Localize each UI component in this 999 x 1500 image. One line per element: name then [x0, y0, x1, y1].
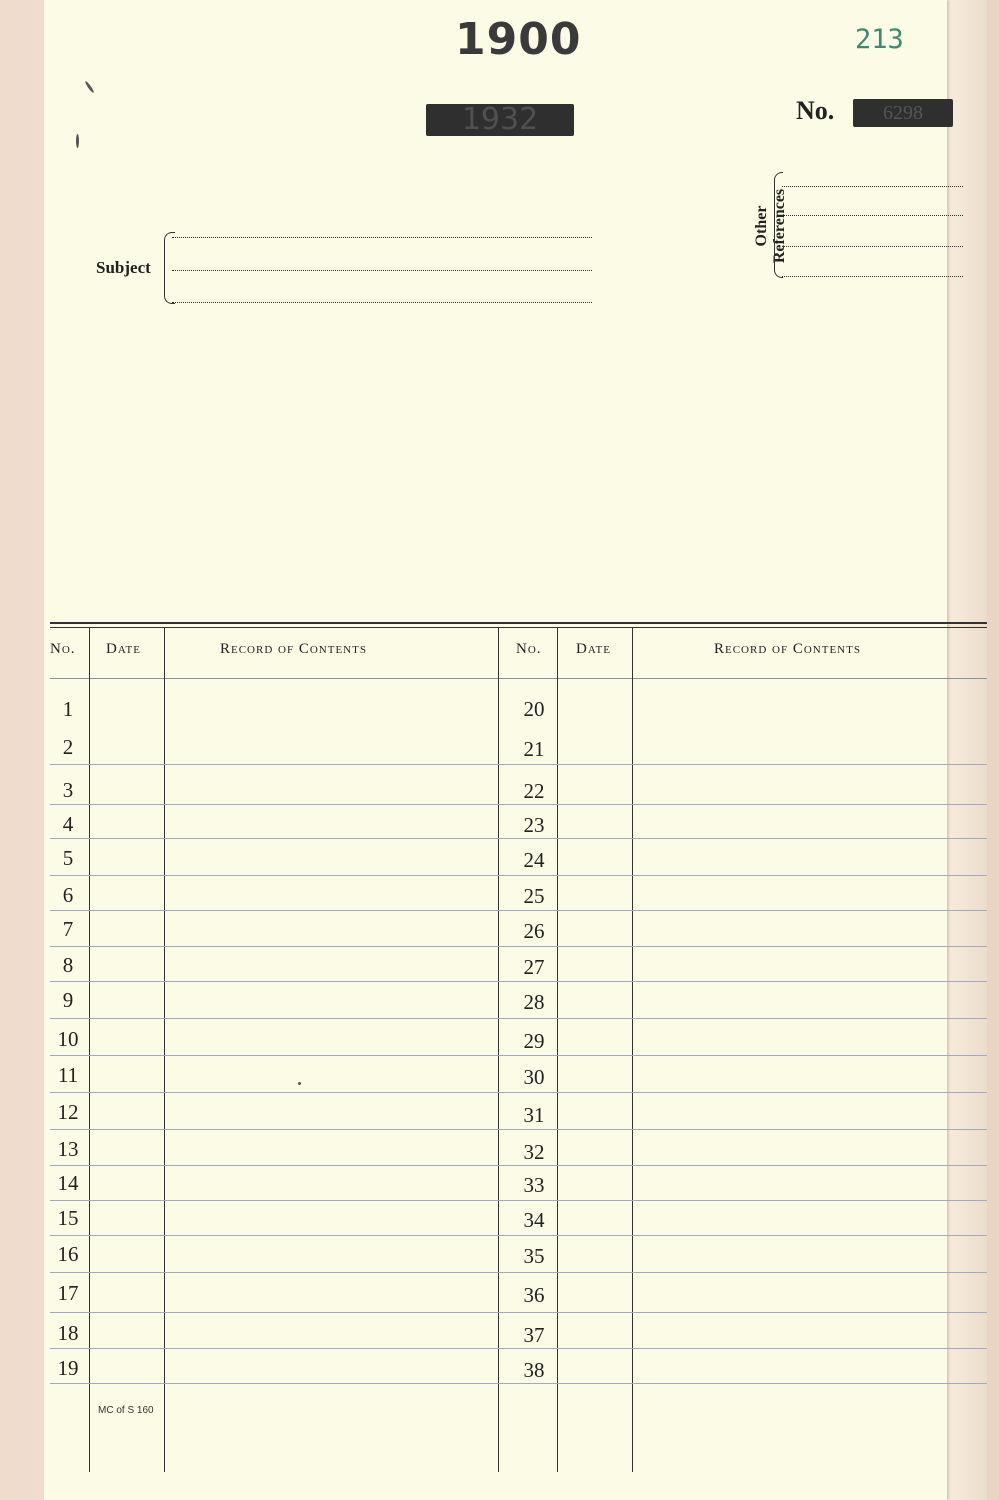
row-number-left: 16 — [57, 1242, 79, 1266]
other-references-label: Other References — [753, 188, 788, 264]
header-date-right: Date — [576, 641, 611, 657]
subject-label: Subject — [96, 258, 151, 277]
row-number-right: 21 — [523, 737, 545, 761]
row-number-left: 5 — [62, 846, 74, 870]
row-number-right: 33 — [523, 1173, 545, 1197]
row-rule — [50, 1272, 987, 1273]
reference-line-1[interactable] — [782, 186, 963, 187]
subject-bracket — [164, 232, 175, 304]
form-code: MC of S 160 — [98, 1405, 154, 1416]
row-number-right: 36 — [523, 1283, 545, 1307]
row-rule — [50, 1165, 987, 1166]
year-stamp-text: 1932 — [461, 102, 539, 137]
reference-line-3[interactable] — [782, 246, 963, 247]
row-rule — [50, 804, 987, 805]
row-number-left: 11 — [57, 1063, 79, 1087]
header-contents-left: Record of Contents — [220, 641, 367, 657]
file-jacket-page — [44, 0, 947, 1500]
row-number-right: 37 — [523, 1323, 545, 1347]
row-rule — [50, 838, 987, 839]
row-number-right: 34 — [523, 1208, 545, 1232]
row-rule — [50, 1383, 987, 1384]
row-rule — [50, 1092, 987, 1093]
row-rule — [50, 1200, 987, 1201]
row-number-right: 31 — [523, 1103, 545, 1127]
row-rule — [50, 1235, 987, 1236]
references-bracket — [774, 172, 783, 278]
row-number-left: 15 — [57, 1206, 79, 1230]
row-number-right: 27 — [523, 955, 545, 979]
reference-line-2[interactable] — [782, 215, 963, 216]
row-rule — [50, 1018, 987, 1019]
year-stamp — [426, 104, 574, 136]
row-number-left: 4 — [62, 812, 74, 836]
paper-speck — [298, 1082, 301, 1085]
row-number-right: 30 — [523, 1065, 545, 1089]
row-number-left: 13 — [57, 1137, 79, 1161]
row-number-right: 25 — [523, 884, 545, 908]
row-number-left: 3 — [62, 778, 74, 802]
number-label: No. — [796, 96, 835, 125]
row-rule — [50, 764, 987, 765]
row-number-right: 26 — [523, 919, 545, 943]
file-number-text: 6298 — [883, 102, 923, 124]
row-number-left: 18 — [57, 1321, 79, 1345]
ledger-top-rule-thin — [50, 627, 987, 628]
row-number-right: 38 — [523, 1358, 545, 1382]
subject-line-1[interactable] — [172, 237, 592, 238]
column-divider-center — [498, 628, 499, 1472]
year-heading: 1900 — [455, 14, 582, 65]
file-number-stamp — [853, 99, 953, 127]
page-number: 213 — [855, 24, 904, 55]
sheet-edge — [947, 0, 987, 1500]
row-number-right: 35 — [523, 1244, 545, 1268]
header-contents-right: Record of Contents — [714, 641, 861, 657]
row-number-left: 1 — [62, 697, 74, 721]
row-rule — [50, 1348, 987, 1349]
ledger-top-rule — [50, 622, 987, 624]
row-number-left: 6 — [62, 883, 74, 907]
row-rule — [50, 946, 987, 947]
row-number-left: 2 — [62, 735, 74, 759]
row-rule — [50, 910, 987, 911]
row-number-left: 10 — [57, 1027, 79, 1051]
row-number-left: 19 — [57, 1356, 79, 1380]
row-rule — [50, 875, 987, 876]
column-divider-date-right — [632, 628, 633, 1472]
row-number-right: 23 — [523, 813, 545, 837]
row-number-left: 7 — [62, 917, 74, 941]
header-no-right: No. — [516, 641, 542, 657]
row-number-left: 14 — [57, 1171, 79, 1195]
subject-line-2[interactable] — [172, 270, 592, 271]
paper-speck — [76, 134, 79, 148]
row-number-right: 20 — [523, 697, 545, 721]
column-divider-no-left — [89, 628, 90, 1472]
row-rule — [50, 1312, 987, 1313]
row-number-right: 24 — [523, 848, 545, 872]
row-number-right: 32 — [523, 1140, 545, 1164]
column-divider-no-right — [557, 628, 558, 1472]
row-number-left: 9 — [62, 988, 74, 1012]
row-number-right: 28 — [523, 990, 545, 1014]
row-rule — [50, 981, 987, 982]
row-number-right: 22 — [523, 779, 545, 803]
subject-line-3[interactable] — [172, 302, 592, 303]
row-number-left: 12 — [57, 1100, 79, 1124]
reference-line-4[interactable] — [782, 276, 963, 277]
row-rule — [50, 1055, 987, 1056]
header-no-left: No. — [50, 641, 76, 657]
row-number-left: 17 — [57, 1281, 79, 1305]
column-divider-date-left — [164, 628, 165, 1472]
header-date-left: Date — [106, 641, 141, 657]
row-rule — [50, 1129, 987, 1130]
row-number-left: 8 — [62, 953, 74, 977]
header-rule — [50, 678, 987, 679]
row-number-right: 29 — [523, 1029, 545, 1053]
